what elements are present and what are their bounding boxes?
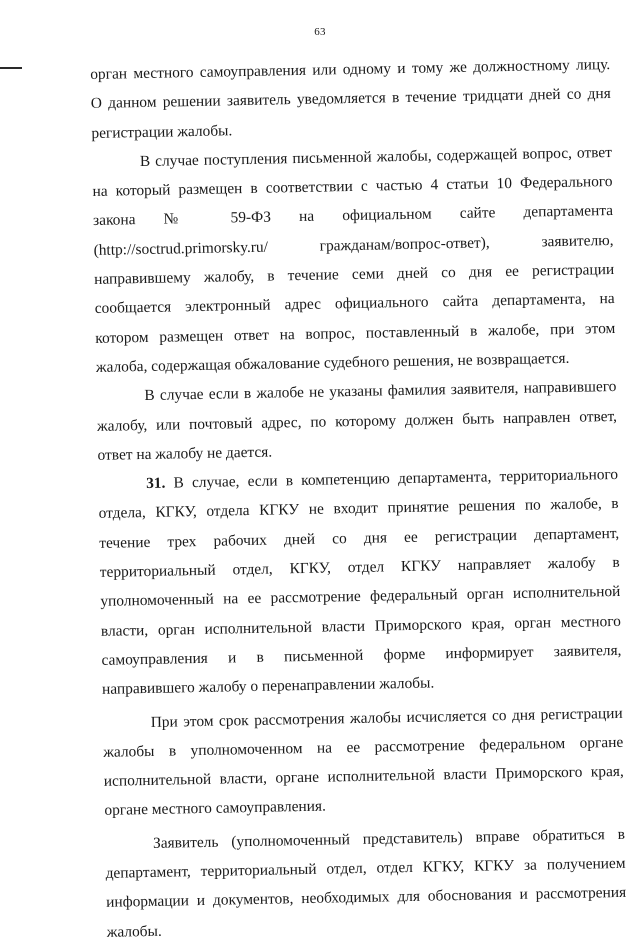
page-number: 63 <box>314 26 326 38</box>
text-line: самоуправления и в письменной форме информирует заявителя, <box>101 641 622 669</box>
item-number: 31. <box>145 474 166 493</box>
text-line: жалобу, или почтовый адрес, по которому должен быть направлен ответ, <box>96 407 618 435</box>
text-line: направившему жалобу, в течение семи дней со дня ее регистрации <box>94 261 615 289</box>
text-line: информации и документов, необходимых для обоснования и рассмотрения <box>106 884 627 912</box>
text-line: регистрации жалобы. <box>91 121 233 142</box>
text-line: В случае если в жалобе не указаны фамилия заявителя, направившего <box>144 378 617 405</box>
paragraph <box>92 138 616 382</box>
text-line: отдела, КГКУ, отдела КГКУ не входит принятие решения по жалобе, в <box>98 495 619 523</box>
text-line: закона № 59-ФЗ на официальном сайте департамента <box>92 202 614 230</box>
text-line: органе местного самоуправления. <box>104 798 327 820</box>
margin-mark <box>0 67 22 69</box>
text-line: Заявитель (уполномоченный представитель) вправе обратиться в <box>152 825 626 852</box>
text-line: При этом срок рассмотрения жалобы исчисляется со дня регистрации <box>150 704 623 731</box>
text-line: сообщается электронный адрес официального сайта департамента, на <box>94 290 615 318</box>
text-line: ответ на жалобу не дается. <box>97 443 273 464</box>
text-line: уполномоченный на ее рассмотрение федеральный орган исполнительной <box>100 583 621 611</box>
text-line: направившего жалобу о перенаправлении жалобы. <box>101 674 435 699</box>
paragraph-item-31 <box>98 460 622 704</box>
paragraph <box>90 50 612 148</box>
text-line: котором размещен ответ на вопрос, поставленный в жалобе, при этом <box>95 319 616 347</box>
paragraph <box>102 698 624 825</box>
text-line: орган местного самоуправления или одному и тому же должностному лицу. <box>90 56 611 83</box>
item-text: В случае, если в компетенцию департамента, территориального <box>165 466 619 492</box>
text-line: В случае поступления письменной жалобы, содержащей вопрос, ответ <box>139 143 613 170</box>
text-line: О данном решении заявитель уведомляется в течение тридцати дней со дня <box>90 85 611 113</box>
text-line: территориальный отдел, КГКУ, отдел КГКУ направляет жалобу в <box>99 553 620 581</box>
text-line: департамент, территориальный отдел, отдел КГКУ, КГКУ за получением <box>105 854 626 882</box>
paragraph <box>96 372 618 470</box>
text-line: (http://soctrud.primorsky.ru/ гражданам/вопрос-ответ), заявителю, <box>93 231 614 259</box>
document-body <box>90 50 627 947</box>
text-line: на который размещен в соответствии с частью 4 статьи 10 Федерального <box>92 173 613 201</box>
text-line: исполнительной власти, органе исполнительной власти Приморского края, <box>103 763 624 790</box>
text-line: жалобы. <box>106 922 162 941</box>
text-line: власти, орган исполнительной власти Приморского края, орган местного <box>100 612 622 640</box>
paragraph <box>105 820 627 947</box>
text-line: жалобы в уполномоченном на ее рассмотрение федеральном органе <box>103 733 624 761</box>
text-line: течение трех рабочих дней со дня ее регистрации департамент, <box>99 524 620 552</box>
text-line: жалоба, содержащая обжалование судебного решения, не возвращается. <box>95 349 570 376</box>
